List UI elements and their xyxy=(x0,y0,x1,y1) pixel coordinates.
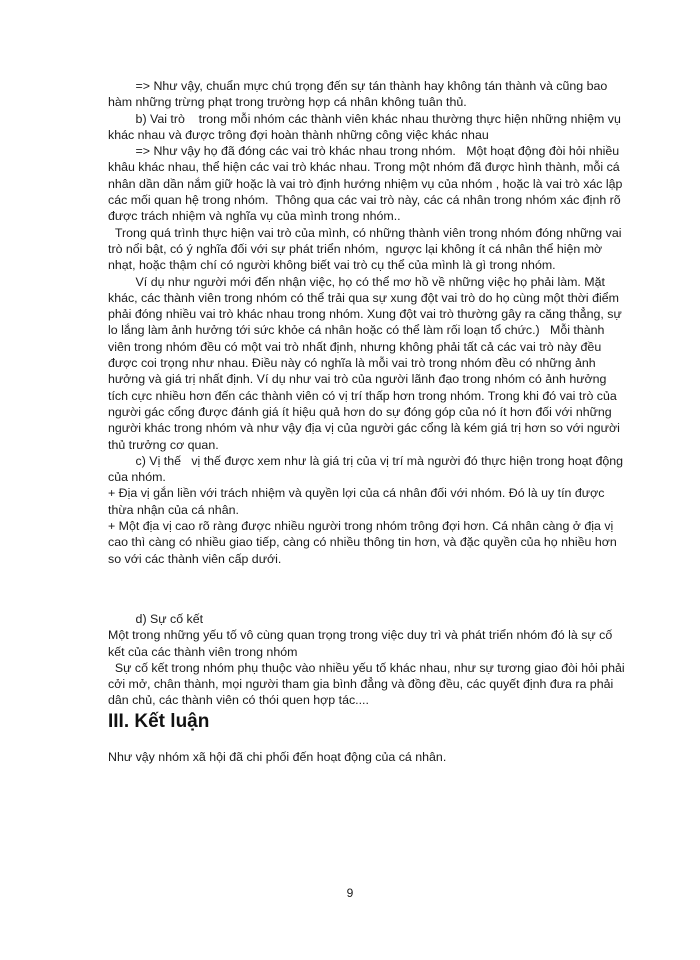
section-heading-conclusion: III. Kết luận xyxy=(108,710,210,732)
paragraph-role-example: Ví dụ như người mới đến nhận việc, họ có thể mơ hồ về những việc họ phải làm. Mặt khác, các thành viên trong nhóm có thể trải qua sự xung đột vai trò do họ cùng một thời điểm phải đóng nhiều vai trò khác nhau trong nhóm. Xung đột vai trò thường gây ra căng thẳng, sự lo lắng làm ảnh hưởng tới sức khỏe cá nhân hoặc có thể làm rối loạn tổ chức.) Mỗi thành viên trong nhóm đều có một vai trò nhất định, nhưng không phải tất cả các vai trò này đều được coi trọng như nhau. Điều này có nghĩa là mỗi vai trò trong nhóm đều có những ảnh hưởng và giá trị nhất định. Ví dụ như vai trò của người lãnh đạo trong nhóm có ảnh hưởng tích cực nhiều hơn đến các thành viên có vị trí thấp hơn trong nhóm. Trong khi đó vai trò của người gác cổng được đánh giá ít hiệu quả hơn do sự đóng góp của nó ít hơn đối với những người khác trong nhóm và như vậy địa vị của người gác cổng là kém giá trị hơn so với người thủ trưởng cơ quan. xyxy=(108,274,626,452)
paragraph-role-performance: Trong quá trình thực hiện vai trò của mình, có những thành viên trong nhóm đóng những vai trò nổi bật, có ý nghĩa đối với sự phát triển nhóm, ngược lại không ít cá nhân thể hiện mờ nhạt, hoặc thậm chí có người không biết vai trò cụ thể của mình là gì trong nhóm. xyxy=(108,225,625,273)
paragraph-cohesion-factors: Sự cố kết trong nhóm phụ thuộc vào nhiều yếu tố khác nhau, như sự tương giao đòi hỏi phải cởi mở, chân thành, mọi người tham gia bình đẳng và đồng đều, các quyết định đưa ra phải dân chủ, các thành viên có thói quen hợp tác.... xyxy=(108,660,629,708)
paragraph-role-functions: => Như vậy họ đã đóng các vai trò khác nhau trong nhóm. Một hoạt động đòi hỏi nhiều khâu khác nhau, thể hiện các vai trò khác nhau. Trong một nhóm đã được hình thành, mỗi cá nhân dần dần nắm giữ hoặc là vai trò định hướng nhiệm vụ của nhóm , hoặc là vai trò xác lập các mối quan hệ trong nhóm. Thông qua các vai trò này, các cá nhân trong nhóm xác định rõ được trách nhiệm và nghĩa vụ của mình trong nhóm.. xyxy=(108,144,626,224)
page-number: 9 xyxy=(346,886,354,900)
paragraph-status-point-2: + Một địa vị cao rõ ràng được nhiều người trong nhóm trông đợi hơn. Cá nhân càng ở địa vị cao thì càng có nhiều giao tiếp, càng có nhiều thông tin hơn, và đặc quyền của họ nhiều hơn so với các thành viên cấp dưới. xyxy=(108,519,621,566)
section-gap xyxy=(108,567,628,611)
paragraph-role-definition: b) Vai trò trong mỗi nhóm các thành viên khác nhau thường thực hiện những nhiệm vụ khác nhau và được trông đợi hoàn thành những công việc khác nhau xyxy=(108,111,625,142)
paragraph-cohesion-importance: Một trong những yếu tố vô cùng quan trọng trong việc duy trì và phát triển nhóm đó là sự cố kết của các thành viên trong nhóm xyxy=(108,628,616,659)
paragraph-status-definition: c) Vị thế vị thế được xem như là giá trị của vị trí mà người đó thực hiện trong hoạt động của nhóm. xyxy=(108,453,627,485)
document-body xyxy=(108,78,628,765)
paragraph-status-point-1: + Địa vị gắn liền với trách nhiệm và quyền lợi của cá nhân đối với nhóm. Đó là uy tín được thừa nhận của cá nhân. xyxy=(108,486,608,517)
paragraph-norms-conclusion: => Như vậy, chuẩn mực chú trọng đến sự tán thành hay không tán thành và cũng bao hàm những trừng phạt trong trường hợp cá nhân không tuân thủ. xyxy=(108,79,611,110)
paragraph-conclusion: Như vậy nhóm xã hội đã chi phối đến hoạt động của cá nhân. xyxy=(108,749,447,764)
subheading-cohesion: d) Sự cố kết xyxy=(108,611,204,626)
